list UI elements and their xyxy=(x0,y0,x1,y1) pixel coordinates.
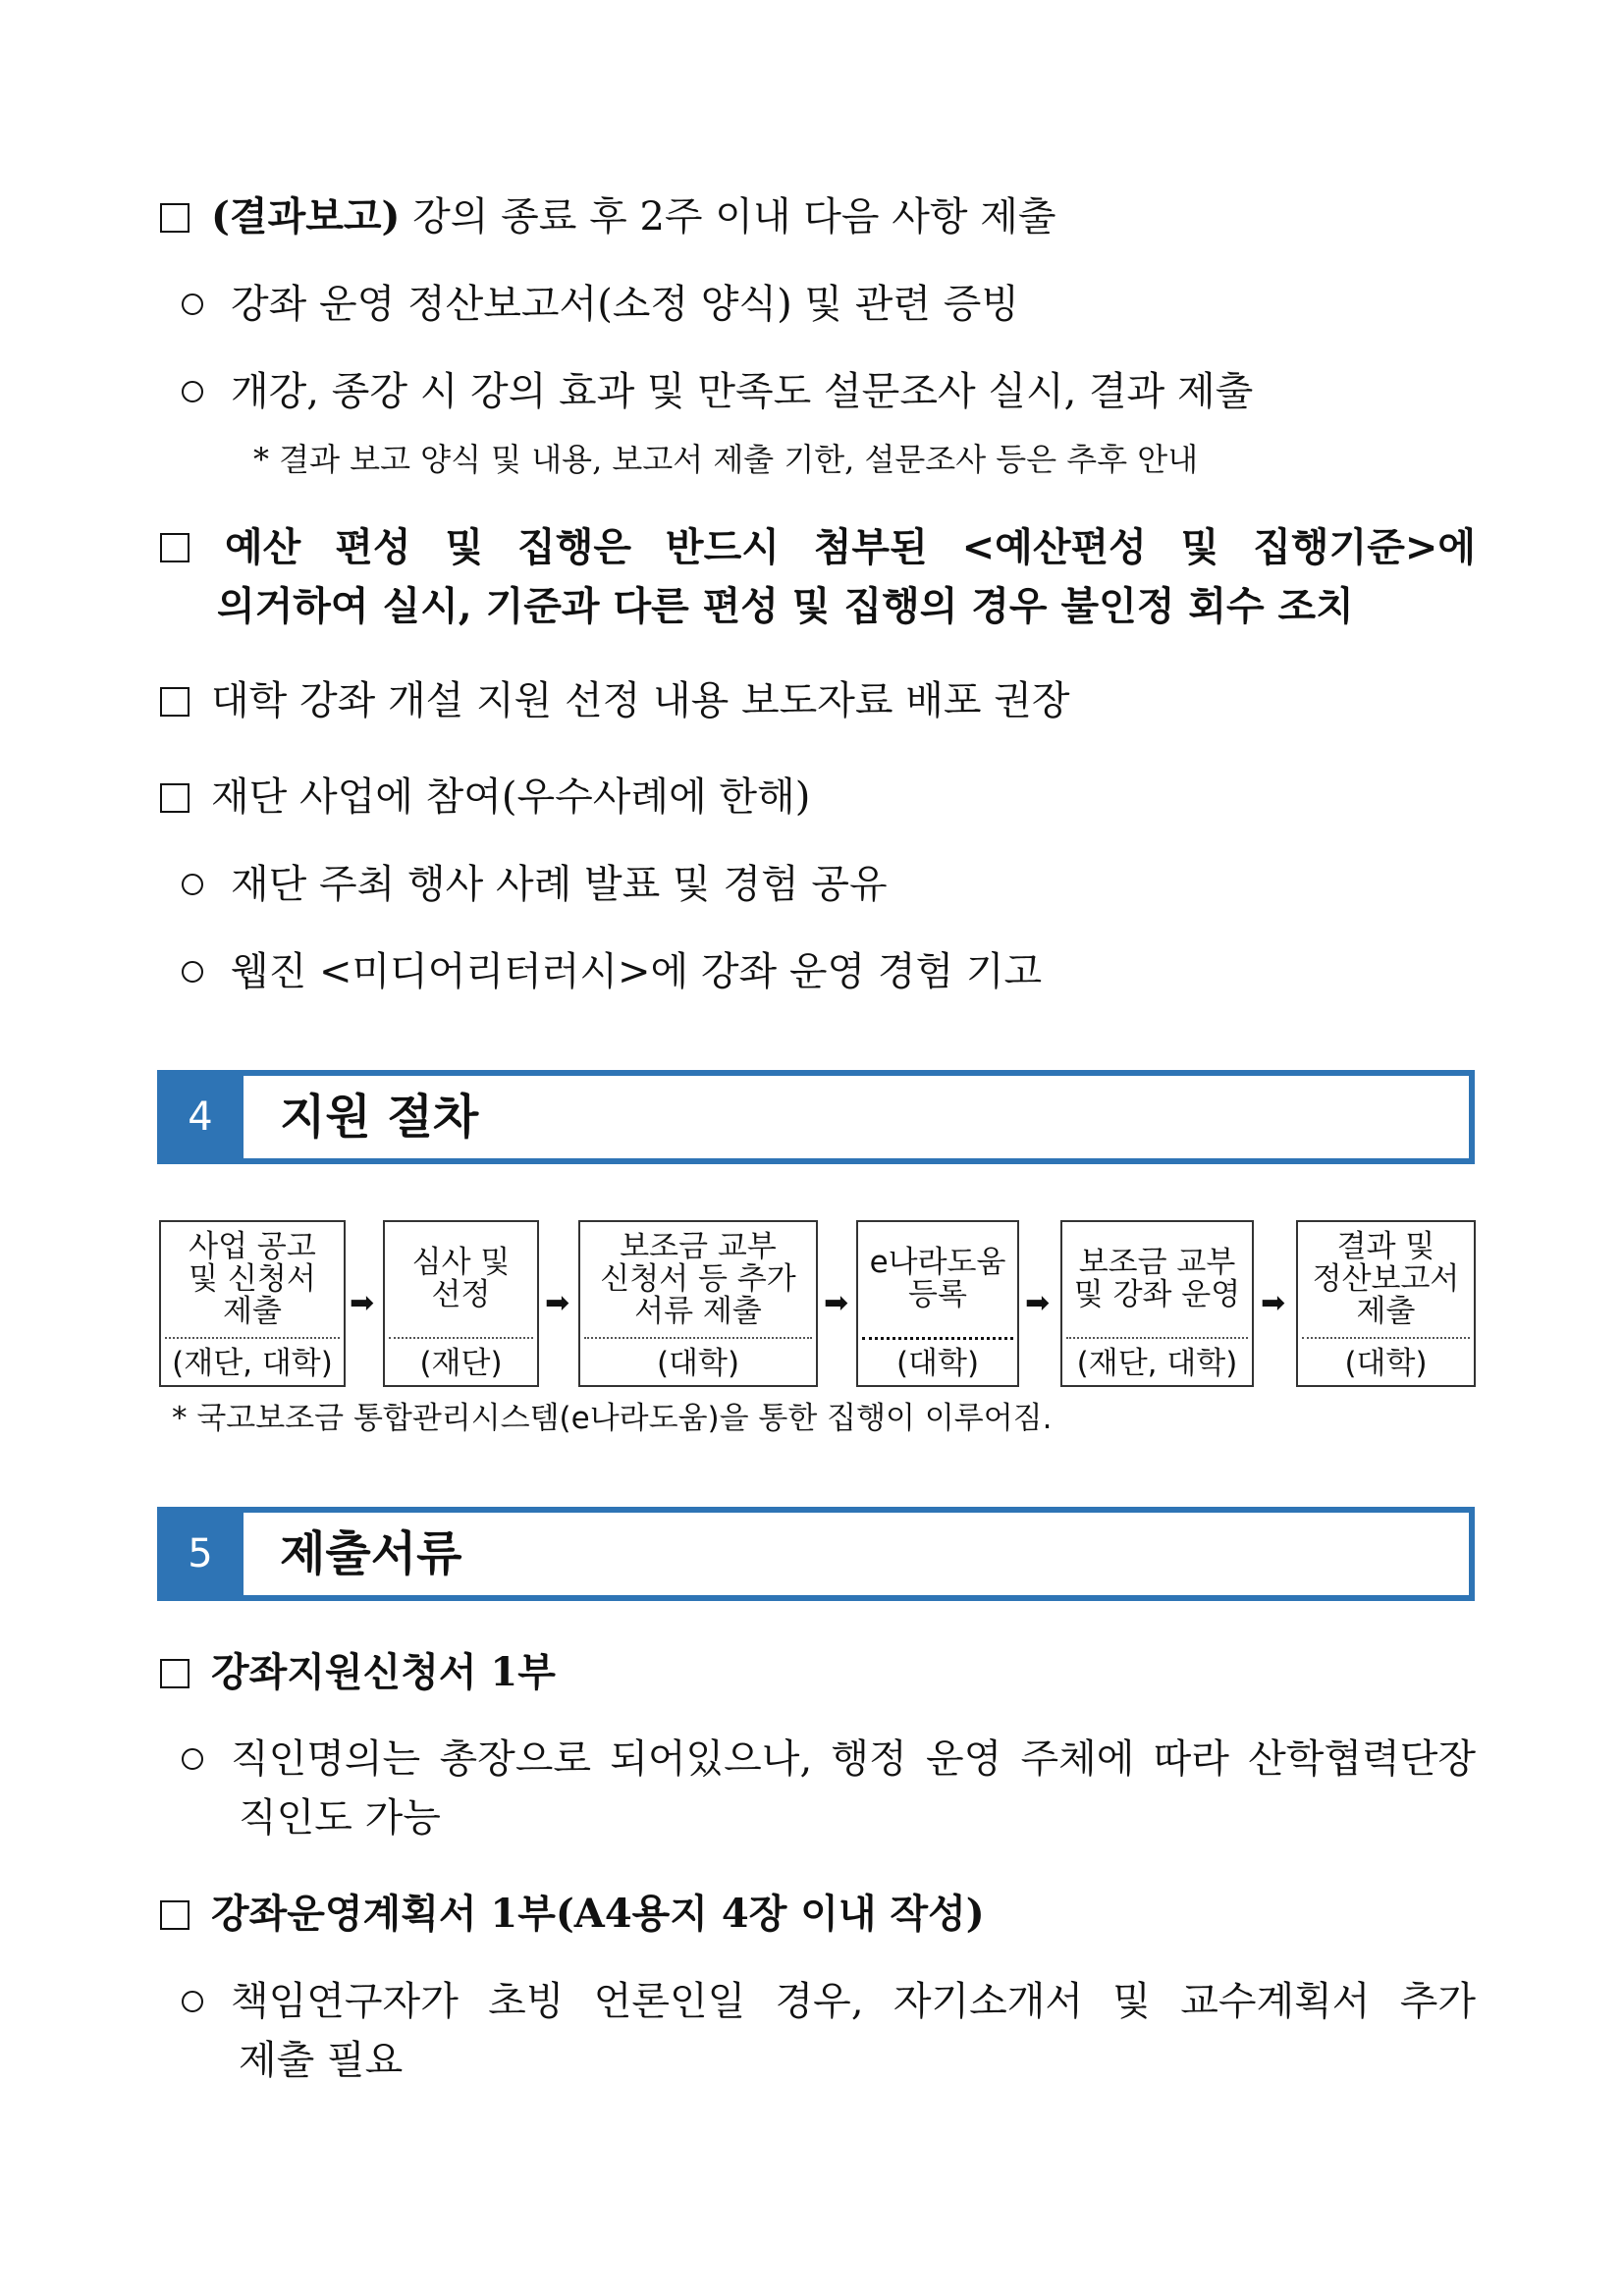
results-report-note: * 결과 보고 양식 및 내용, 보고서 제출 기한, 설문조사 등은 추후 안내 xyxy=(253,441,1199,478)
arrow-right-icon: ➡ xyxy=(1025,1286,1051,1320)
flow-step-text xyxy=(580,1222,816,1336)
section-title: 지원 절차 xyxy=(280,1090,479,1145)
section-number: 5 xyxy=(157,1507,243,1601)
flow-step-text xyxy=(1298,1222,1474,1336)
list-item-continuation: 직인도 가능 xyxy=(239,1795,441,1841)
arrow-right-icon: ➡ xyxy=(545,1286,570,1320)
section-header-5 xyxy=(157,1507,1475,1601)
flow-step-text xyxy=(161,1222,344,1336)
circle-bullet-icon xyxy=(182,294,203,315)
flow-step-line: 및 강좌 운영 xyxy=(1073,1277,1241,1312)
document-heading: 강좌운영계획서 1부(A4용지 4장 이내 작성) xyxy=(160,1889,985,1940)
dotted-divider xyxy=(165,1337,340,1339)
flow-step-line: 보조금 교부 xyxy=(620,1228,777,1264)
flow-step-line: 심사 및 xyxy=(411,1245,511,1280)
flow-note: * 국고보조금 통합관리시스템(e나라도움)을 통한 집행이 이루어짐. xyxy=(172,1401,1053,1436)
flow-step xyxy=(1060,1220,1254,1387)
section-title: 제출서류 xyxy=(280,1526,462,1581)
flow-step-actor: (재단, 대학) xyxy=(1076,1346,1238,1381)
list-item: 재단 주최 행사 사례 발표 및 경험 공유 xyxy=(182,859,888,910)
flow-step-line: 서류 제출 xyxy=(634,1293,762,1329)
section-header-4 xyxy=(157,1070,1475,1164)
section-number: 4 xyxy=(157,1070,243,1164)
flow-step-actor: (대학) xyxy=(895,1346,980,1381)
checkbox-square-icon xyxy=(160,533,189,562)
flow-step-line: 보조금 교부 xyxy=(1078,1245,1236,1280)
budget-statement xyxy=(160,522,1476,573)
flow-step-line: 선정 xyxy=(431,1277,491,1312)
list-item: 개강, 종강 시 강의 효과 및 만족도 설문조사 실시, 결과 제출 xyxy=(182,366,1253,417)
circle-bullet-icon xyxy=(182,1748,203,1770)
press-statement: 대학 강좌 개설 지원 선정 내용 보도자료 배포 권장 xyxy=(160,675,1070,726)
list-item: 웹진 <미디어리터러시>에 강좌 운영 경험 기고 xyxy=(182,946,1042,997)
arrow-right-icon: ➡ xyxy=(1261,1286,1286,1320)
flow-step-line: 사업 공고 xyxy=(189,1228,316,1264)
list-item xyxy=(182,1734,1476,1785)
results-report-heading: (결과보고) 강의 종료 후 2주 이내 다음 사항 제출 xyxy=(160,191,1056,242)
flow-step-line: 신청서 등 추가 xyxy=(600,1260,796,1297)
flow-step-actor: (재단, 대학) xyxy=(172,1346,333,1381)
flow-step-line: 및 신청서 xyxy=(189,1260,316,1297)
flow-step-line: 제출 xyxy=(1356,1293,1416,1329)
foundation-heading: 재단 사업에 참여(우수사례에 한해) xyxy=(160,772,810,823)
flow-step-line: 제출 xyxy=(223,1293,282,1329)
flow-step xyxy=(856,1220,1019,1387)
list-item xyxy=(182,1976,1476,2027)
flow-step-actor: (재단) xyxy=(419,1346,503,1381)
arrow-right-icon: ➡ xyxy=(824,1286,849,1320)
checkbox-square-icon xyxy=(160,687,189,717)
dotted-divider xyxy=(862,1337,1013,1340)
flow-step-line: 등록 xyxy=(908,1277,967,1312)
circle-bullet-icon xyxy=(182,874,203,895)
checkbox-square-icon xyxy=(160,1659,189,1688)
flow-step xyxy=(159,1220,346,1387)
checkbox-square-icon xyxy=(160,203,189,233)
budget-line-1: 예산 편성 및 집행은 반드시 첨부된 <예산편성 및 집행기준>에 xyxy=(225,524,1476,570)
list-item-continuation: 제출 필요 xyxy=(239,2038,404,2083)
flow-step-text xyxy=(858,1222,1017,1336)
flow-step xyxy=(1296,1220,1476,1387)
circle-bullet-icon xyxy=(182,1991,203,2012)
flow-step xyxy=(578,1220,818,1387)
dotted-divider xyxy=(1302,1337,1470,1339)
flow-step-line: 정산보고서 xyxy=(1312,1260,1460,1297)
flow-step xyxy=(383,1220,539,1387)
list-item-text: 책임연구자가 초빙 언론인일 경우, 자기소개서 및 교수계획서 추가 xyxy=(231,1979,1476,2024)
document-heading: 강좌지원신청서 1부 xyxy=(160,1647,556,1698)
dotted-divider xyxy=(389,1337,533,1339)
flow-step-line: 결과 및 xyxy=(1336,1228,1435,1264)
circle-bullet-icon xyxy=(182,961,203,983)
flow-step-line: e나라도움 xyxy=(869,1245,1006,1280)
flow-step-text xyxy=(385,1222,537,1336)
dotted-divider xyxy=(584,1337,812,1339)
circle-bullet-icon xyxy=(182,381,203,402)
budget-line-2: 의거하여 실시, 기준과 다른 편성 및 집행의 경우 불인정 회수 조치 xyxy=(217,583,1354,629)
checkbox-square-icon xyxy=(160,1900,189,1930)
flow-step-actor: (대학) xyxy=(1344,1346,1428,1381)
list-item-text: 직인명의는 총장으로 되어있으나, 행정 운영 주체에 따라 산학협력단장 xyxy=(231,1736,1476,1782)
list-item: 강좌 운영 정산보고서(소정 양식) 및 관련 증빙 xyxy=(182,279,1019,330)
checkbox-square-icon xyxy=(160,783,189,813)
flow-step-text xyxy=(1062,1222,1252,1336)
dotted-divider xyxy=(1066,1337,1248,1339)
arrow-right-icon: ➡ xyxy=(350,1286,375,1320)
flow-step-actor: (대학) xyxy=(656,1346,740,1381)
